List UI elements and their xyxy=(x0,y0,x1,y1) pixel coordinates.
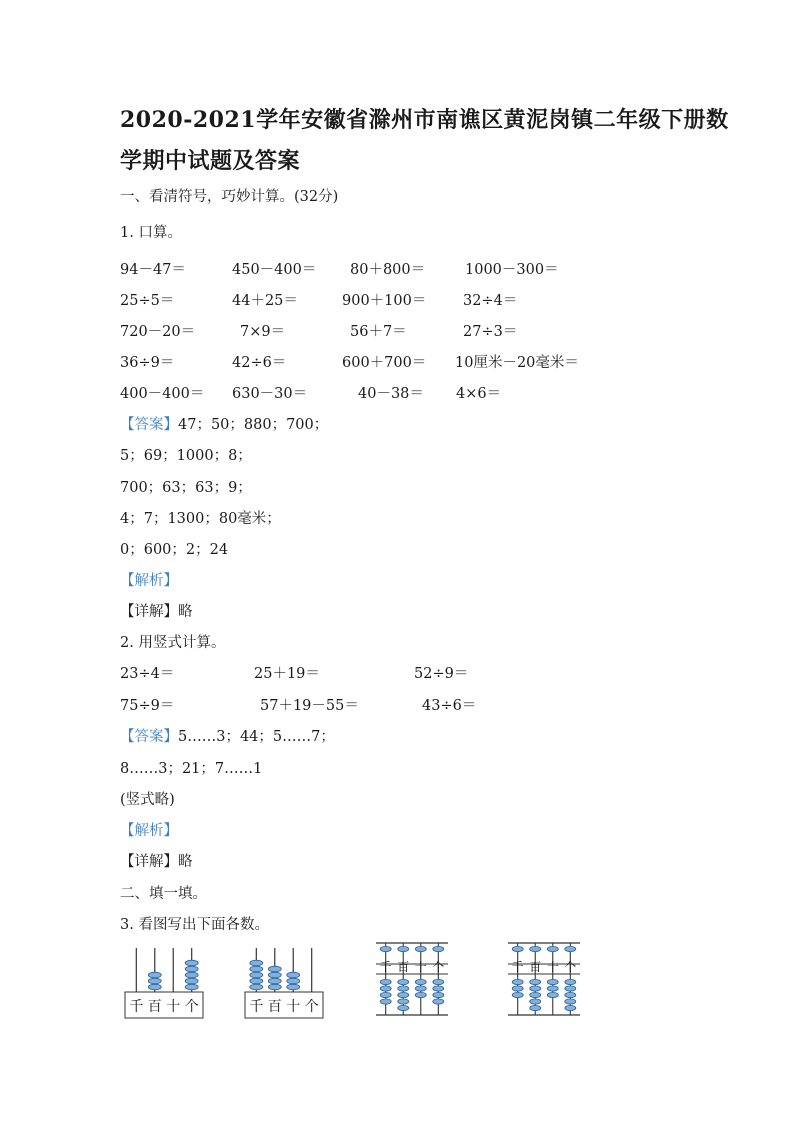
abacus-place-label: 百 xyxy=(267,999,282,1015)
oral-problem: 25÷5＝ xyxy=(120,293,175,309)
abacus-bead xyxy=(530,979,541,984)
abacus-place-label: 十 xyxy=(414,960,427,974)
question-1-label: 1. 口算。 xyxy=(120,225,182,241)
oral-problem: 42÷6＝ xyxy=(232,355,287,371)
abacus-3 xyxy=(374,940,450,1018)
document-title-line-1: 2020-2021学年安徽省滁州市南谯区黄泥岗镇二年级下册数 xyxy=(120,107,729,133)
abacus-bead xyxy=(250,960,263,966)
oral-problem: 450－400＝ xyxy=(232,262,317,278)
question-2-label: 2. 用竖式计算。 xyxy=(120,635,226,651)
q1-answer-line-2: 5；69；1000；8； xyxy=(120,448,252,464)
q2-analysis-tag: 【解析】 xyxy=(120,823,178,839)
abacus-bead xyxy=(250,984,263,990)
abacus-bead xyxy=(547,979,558,984)
abacus-bead xyxy=(398,979,409,984)
abacus-bead xyxy=(148,978,161,984)
abacus-bead xyxy=(250,966,263,972)
oral-problem: 40－38＝ xyxy=(358,386,424,402)
abacus-bead xyxy=(380,986,391,991)
abacus-bead xyxy=(287,972,300,978)
abacus-place-label: 个 xyxy=(304,999,319,1015)
vertical-problem: 57＋19－55＝ xyxy=(260,698,359,714)
abacus-bead xyxy=(530,986,541,991)
abacus-place-label: 百 xyxy=(397,960,410,974)
oral-problem: 7×9＝ xyxy=(240,324,286,340)
abacus-bead xyxy=(185,984,198,990)
abacus-bead xyxy=(565,946,576,951)
abacus-place-label: 千 xyxy=(249,999,264,1015)
abacus-2 xyxy=(244,942,324,1020)
abacus-bead xyxy=(415,979,426,984)
section-1-heading: 一、看清符号，巧妙计算。(32分) xyxy=(120,189,339,205)
abacus-bead xyxy=(250,972,263,978)
oral-problem: 56＋7＝ xyxy=(350,324,407,340)
answer-text: 5……3；44；5……7； xyxy=(178,729,335,745)
abacus-bead xyxy=(398,1005,409,1010)
abacus-1 xyxy=(124,942,204,1020)
abacus-bead xyxy=(547,992,558,997)
oral-problem: 10厘米－20毫米＝ xyxy=(455,355,579,371)
abacus-bead xyxy=(530,992,541,997)
abacus-bead xyxy=(547,986,558,991)
abacus-bead xyxy=(512,979,523,984)
abacus-bead xyxy=(547,946,558,951)
oral-problem: 400－400＝ xyxy=(120,386,205,402)
abacus-bead xyxy=(380,979,391,984)
abacus-place-label: 十 xyxy=(166,999,181,1015)
section-2-heading: 二、填一填。 xyxy=(120,886,207,902)
abacus-bead xyxy=(565,999,576,1004)
abacus-bead xyxy=(415,986,426,991)
abacus-place-label: 千 xyxy=(129,999,144,1015)
abacus-bead xyxy=(530,999,541,1004)
abacus-place-label: 百 xyxy=(147,999,162,1015)
abacus-place-label: 个 xyxy=(564,960,577,974)
q1-answer-line-5: 0；600；2；24 xyxy=(120,542,229,558)
abacus-place-label: 十 xyxy=(286,999,301,1015)
q2-answer-line-2: 8……3；21；7……1 xyxy=(120,761,263,777)
vertical-problem: 75÷9＝ xyxy=(120,698,175,714)
oral-problem: 94－47＝ xyxy=(120,262,186,278)
abacus-bead xyxy=(268,966,281,972)
abacus-bead xyxy=(398,946,409,951)
abacus-bead xyxy=(512,992,523,997)
abacus-bead xyxy=(565,992,576,997)
vertical-problem: 43÷6＝ xyxy=(422,698,477,714)
abacus-bead xyxy=(185,960,198,966)
abacus-bead xyxy=(565,979,576,984)
abacus-4 xyxy=(506,940,582,1018)
abacus-bead xyxy=(398,992,409,997)
q2-answer-line-1 xyxy=(120,728,335,746)
abacus-place-label: 百 xyxy=(529,960,542,974)
abacus-bead xyxy=(415,946,426,951)
abacus-bead xyxy=(185,966,198,972)
oral-problem: 36÷9＝ xyxy=(120,355,175,371)
vertical-problem: 25＋19＝ xyxy=(254,666,320,682)
abacus-bead xyxy=(185,972,198,978)
abacus-bead xyxy=(433,999,444,1004)
abacus-bead xyxy=(565,1005,576,1010)
abacus-bead xyxy=(433,986,444,991)
abacus-bead xyxy=(433,979,444,984)
oral-problem: 630－30＝ xyxy=(232,386,308,402)
abacus-bead xyxy=(287,978,300,984)
q1-analysis-tag: 【解析】 xyxy=(120,573,178,589)
abacus-bead xyxy=(530,946,541,951)
oral-problem: 4×6＝ xyxy=(456,386,502,402)
abacus-bead xyxy=(530,1005,541,1010)
oral-problem: 44＋25＝ xyxy=(232,293,298,309)
q1-answer-line-1 xyxy=(120,416,328,434)
q2-note: (竖式略) xyxy=(120,792,175,808)
abacus-bead xyxy=(433,992,444,997)
oral-problem: 900＋100＝ xyxy=(342,293,427,309)
abacus-bead xyxy=(185,978,198,984)
abacus-bead xyxy=(415,992,426,997)
abacus-bead xyxy=(433,946,444,951)
abacus-bead xyxy=(380,999,391,1004)
abacus-bead xyxy=(380,992,391,997)
oral-problem: 32÷4＝ xyxy=(463,293,518,309)
abacus-bead xyxy=(398,986,409,991)
oral-problem: 27÷3＝ xyxy=(463,324,518,340)
q1-answer-line-3: 700；63；63；9； xyxy=(120,480,252,496)
abacus-bead xyxy=(512,946,523,951)
question-3-label: 3. 看图写出下面各数。 xyxy=(120,917,269,933)
answer-text: 47；50；880；700； xyxy=(178,417,329,433)
oral-problem: 600＋700＝ xyxy=(342,355,427,371)
oral-problem: 720－20＝ xyxy=(120,324,196,340)
oral-problem: 1000－300＝ xyxy=(465,262,559,278)
abacus-bead xyxy=(250,978,263,984)
abacus-place-label: 十 xyxy=(546,960,559,974)
vertical-problem: 52÷9＝ xyxy=(414,666,469,682)
abacus-bead xyxy=(287,984,300,990)
answer-tag: 【答案】 xyxy=(120,417,178,433)
abacus-bead xyxy=(565,986,576,991)
answer-tag: 【答案】 xyxy=(120,729,178,745)
abacus-bead xyxy=(268,972,281,978)
abacus-bead xyxy=(148,972,161,978)
q1-answer-line-4: 4；7；1300；80毫米； xyxy=(120,511,281,527)
abacus-place-label: 千 xyxy=(511,960,524,974)
abacus-bead xyxy=(148,984,161,990)
abacus-bead xyxy=(398,999,409,1004)
abacus-place-label: 个 xyxy=(432,960,445,974)
vertical-problem: 23÷4＝ xyxy=(120,666,175,682)
document-title-line-2: 学期中试题及答案 xyxy=(120,148,301,174)
abacus-bead xyxy=(512,986,523,991)
abacus-bead xyxy=(268,978,281,984)
abacus-place-label: 千 xyxy=(379,960,392,974)
q1-detail: 【详解】略 xyxy=(120,604,193,620)
oral-problem: 80＋800＝ xyxy=(350,262,426,278)
abacus-bead xyxy=(380,946,391,951)
abacus-bead xyxy=(268,984,281,990)
abacus-place-label: 个 xyxy=(184,999,199,1015)
q2-detail: 【详解】略 xyxy=(120,854,193,870)
